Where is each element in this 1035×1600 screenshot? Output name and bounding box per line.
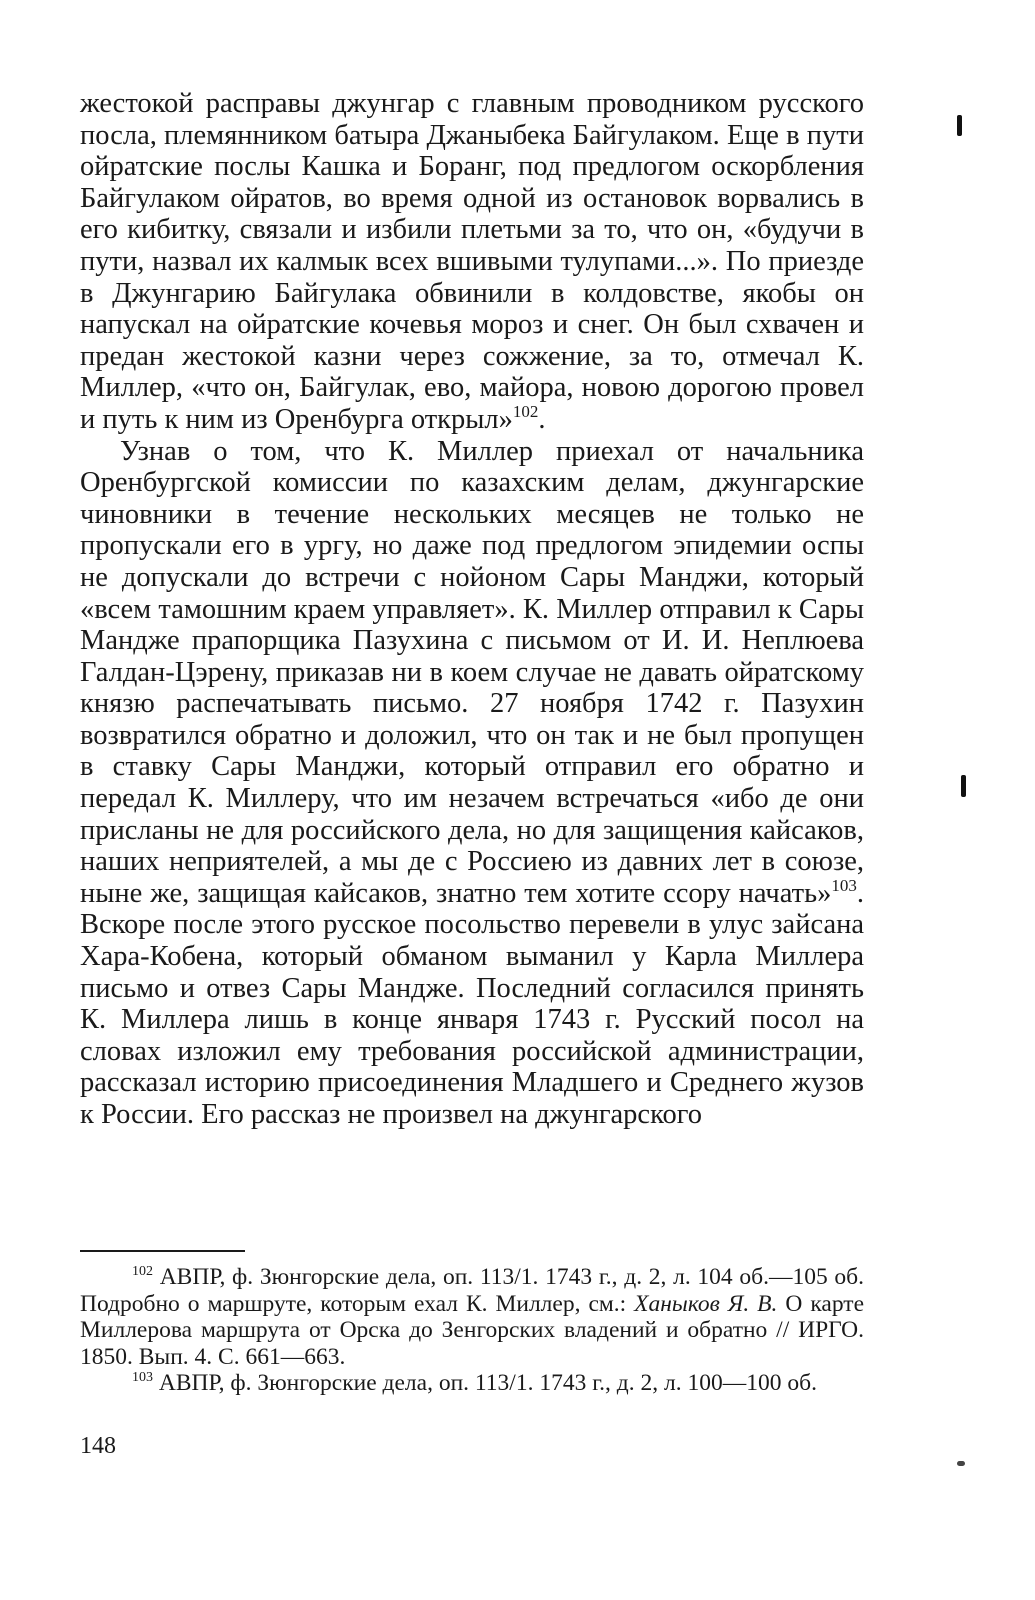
- footnote-103-number: 103: [132, 1370, 153, 1385]
- paragraph-1-text: жестокой расправы джунгар с главным проводником русского посла, племянником батыра Джаныбека Байгулаком. Еще в пути ойратские послы Кашка и Боранг, под предлогом оскорбления Байгулаком ойратов, во время одной из остановок ворвались в его кибитку, связали и избили плетьми за то, что он, «будучи в пути, назвал их калмык всех вшивыми тулупами...». По приезде в Джунгарию Байгулака обвинили в колдовстве, якобы он напускал на ойратские кочевья мороз и снег. Он был схвачен и предан жестокой казни через сожжение, за то, отмечал К. Миллер, «что он, Байгулак, ево, майора, новою дорогою провел и путь к ним из Оренбурга открыл»: [80, 88, 864, 435]
- paragraph-2-text-b: . Вскоре после этого русское посольство перевели в улус зайсана Хара-Кобена, который обманом выманил у Карла Миллера письмо и отвез Сары Мандже. Последний согласился принять К. Миллера лишь в конце января 1743 г. Русский посол на словах изложил ему требования российской администрации, рассказал историю присоединения Младшего и Среднего жузов к России. Его рассказ не произвел на джунгарского: [80, 877, 864, 1130]
- scan-mark-bottom: [957, 1461, 965, 1466]
- paragraph-1: [80, 88, 864, 436]
- footnote-102-text-b: О карте Миллерова маршрута от Орска до Зенгорских владений и обратно // ИРГО. 1850. Вып. 4. С. 661—663.: [80, 1290, 865, 1370]
- footnote-separator: [80, 1250, 245, 1252]
- footnote-102-number: 102: [132, 1264, 153, 1279]
- footnote-ref-103[interactable]: 103: [831, 875, 857, 895]
- page-number: 148: [80, 1433, 116, 1459]
- paragraph-2-text-a: Узнав о том, что К. Миллер приехал от начальника Оренбургской комиссии по казахским делам, джунгарские чиновники в течение нескольких месяцев не только не пропускали его в ургу, но даже под предлогом эпидемии оспы не допускали до встречи с нойоном Сары Манджи, который «всем тамошним краем управляет». К. Миллер отправил к Сары Мандже прапорщика Пазухина с письмом от И. И. Неплюева Галдан-Цэрену, приказав ни в коем случае не давать ойратскому князю распечатывать письмо. 27 ноября 1742 г. Пазухин возвратился обратно и доложил, что он так и не был пропущен в ставку Сары Манджи, который отправил его обратно и передал К. Миллеру, что им незачем встречаться «ибо де они присланы не для российского дела, но для защищения кайсаков, наших неприятелей, а мы де с Россиею из давних лет в союзе, ныне же, защищая кайсаков, знатно тем хотите ссору начать»: [80, 435, 864, 909]
- footnote-ref-102[interactable]: 102: [512, 401, 539, 421]
- footnote-102: [80, 1264, 864, 1370]
- main-text: [80, 88, 864, 1131]
- paragraph-2: [80, 436, 864, 1131]
- footnote-102-author: Ханыков Я. В.: [634, 1290, 778, 1317]
- scan-mark-middle: [961, 775, 966, 797]
- scan-mark-top: [957, 115, 962, 136]
- footnote-103-text: АВПР, ф. Зюнгорские дела, оп. 113/1. 1743 г., д. 2, л. 100—100 об.: [153, 1370, 817, 1396]
- footnote-102-text-a: АВПР, ф. Зюнгорские дела, оп. 113/1. 1743 г., д. 2, л. 104 об.—105 об. Подробно о маршруте, которым ехал К. Миллер, см.:: [80, 1264, 864, 1317]
- footnotes: [80, 1264, 864, 1397]
- footnote-103: [80, 1370, 864, 1397]
- paragraph-1-end: .: [538, 403, 546, 435]
